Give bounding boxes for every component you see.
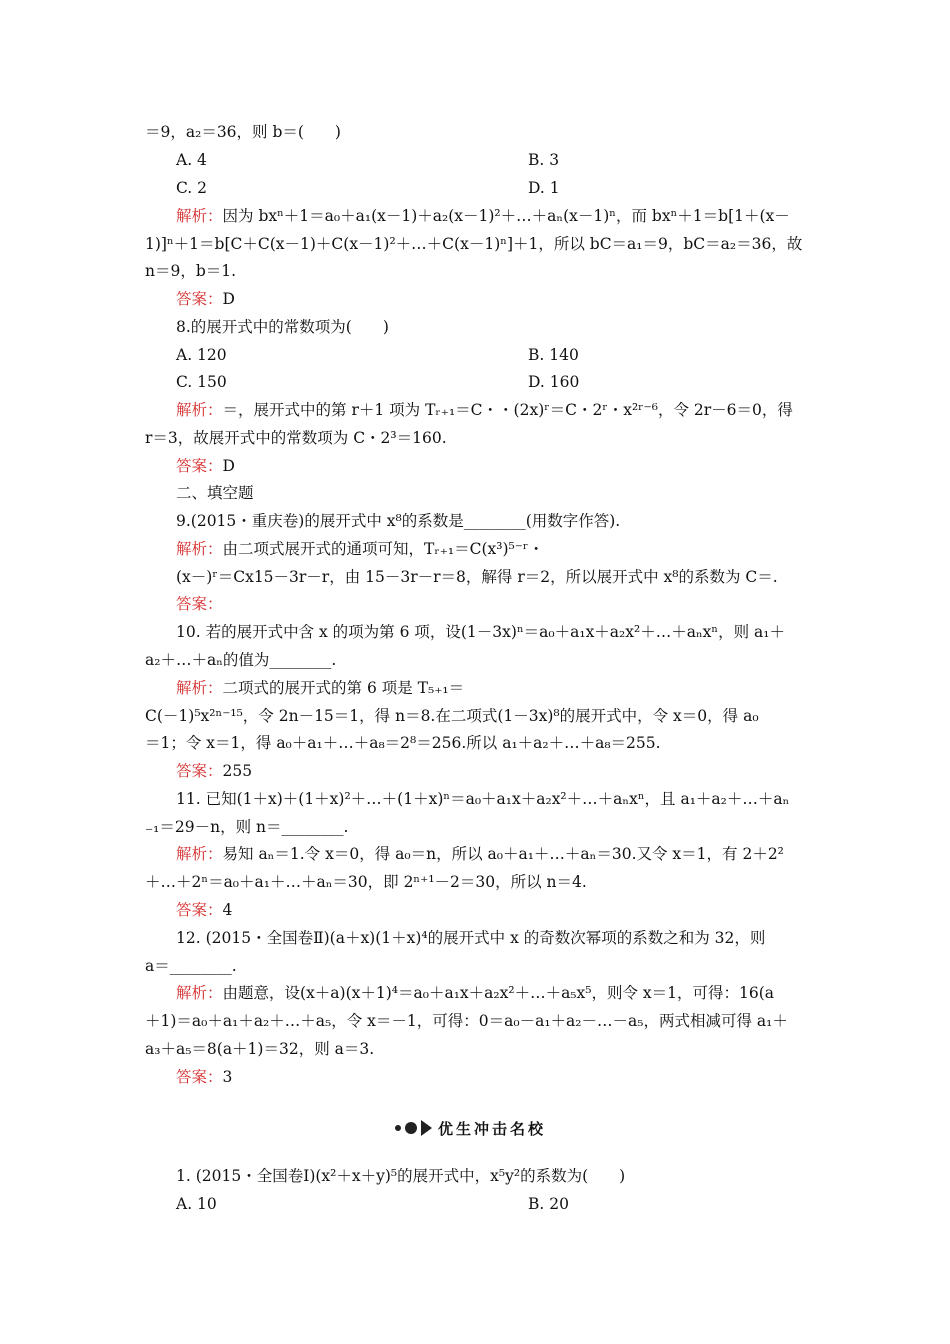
answer-label: 答案： <box>176 595 223 613</box>
q12-solution-line-1 <box>176 983 841 1003</box>
b1-option-b: B. 20 <box>528 1195 569 1213</box>
solution-text: 易知 aₙ＝1.令 x＝0，得 a₀＝n，所以 a₀＋a₁＋…＋aₙ＝30.又令 x＝1，有 2＋2² <box>222 845 784 863</box>
q8-option-a: A. 120 <box>176 346 227 364</box>
q7-option-b: B. 3 <box>528 151 560 169</box>
solution-text: ＝，展开式中的第 r＋1 项为 Tᵣ₊₁＝C・・(2x)ʳ＝C・2ʳ・x²ʳ⁻⁶，令 2r－6＝0，得 <box>222 401 793 419</box>
answer-label: 答案： <box>176 290 223 308</box>
q11-stem-line-2: ₋₁＝29－n，则 n＝________. <box>145 818 349 836</box>
answer-value: D <box>222 457 235 475</box>
solution-text: 二项式的展开式的第 6 项是 T₅₊₁＝ <box>222 679 465 697</box>
answer-value: D <box>222 290 235 308</box>
q12-stem-line-1: 12. (2015・全国卷Ⅱ)(a＋x)(1＋x)⁴的展开式中 x 的奇数次幂项的系数之和为 32，则 <box>176 929 766 947</box>
q8-solution-line-1 <box>176 400 841 420</box>
solution-label: 解析： <box>176 845 223 863</box>
answer-label: 答案： <box>176 457 223 475</box>
q10-solution-line-1 <box>176 678 841 698</box>
solution-label: 解析： <box>176 207 223 225</box>
solution-text: 由题意，设(x＋a)(x＋1)⁴＝a₀＋a₁x＋a₂x²＋…＋a₅x⁵，则令 x＝1，可得：16(a <box>222 984 775 1002</box>
q9-solution-line-1 <box>176 539 841 559</box>
q11-stem-line-1: 11. 已知(1＋x)＋(1＋x)²＋…＋(1＋x)ⁿ＝a₀＋a₁x＋a₂x²＋…＋aₙxⁿ，且 a₁＋a₂＋…＋aₙ <box>176 790 790 808</box>
answer-label: 答案： <box>176 1068 223 1086</box>
q7-answer <box>176 289 841 309</box>
q8-answer <box>176 456 841 476</box>
q11-solution-line-1 <box>176 844 841 864</box>
q8-stem: 8.的展开式中的常数项为( ) <box>176 318 389 336</box>
q7-option-c: C. 2 <box>176 179 208 197</box>
answer-label: 答案： <box>176 762 223 780</box>
q9-answer <box>176 594 841 614</box>
q7-solution-line-1 <box>176 206 841 226</box>
q9-stem: 9.(2015・重庆卷)的展开式中 x⁸的系数是________(用数字作答). <box>176 512 621 530</box>
q12-stem-line-2: a＝________. <box>145 957 237 975</box>
answer-label: 答案： <box>176 901 223 919</box>
q8-option-c: C. 150 <box>176 373 227 391</box>
solution-text: 由二项式展开式的通项可知，Tᵣ₊₁＝C(x³)⁵⁻ʳ・ <box>222 540 544 558</box>
answer-value: 4 <box>222 901 233 919</box>
answer-value: 255 <box>222 762 253 780</box>
section-banner <box>395 1117 546 1139</box>
b1-stem: 1. (2015・全国卷Ⅰ)(x²＋x＋y)⁵的展开式中，x⁵y²的系数为( ) <box>176 1167 626 1185</box>
q7-option-d: D. 1 <box>528 179 560 197</box>
q12-solution-line-2: ＋1)＝a₀＋a₁＋a₂＋…＋a₅，令 x＝－1，可得：0＝a₀－a₁＋a₂－…－a₅，两式相减可得 a₁＋ <box>145 1012 788 1030</box>
q7-solution-line-2: 1)]ⁿ＋1＝b[C＋C(x－1)＋C(x－1)²＋…＋C(x－1)ⁿ]＋1，所以 bC＝a₁＝9，bC＝a₂＝36，故 <box>145 235 803 253</box>
q10-solution-line-3: ＝1；令 x＝1，得 a₀＋a₁＋…＋a₈＝2⁸＝256.所以 a₁＋a₂＋…＋a₈＝255. <box>145 734 661 752</box>
answer-value: 3 <box>222 1068 233 1086</box>
q7-option-a: A. 4 <box>176 151 207 169</box>
q12-solution-line-3: a₃＋a₅＝8(a＋1)＝32，则 a＝3. <box>145 1040 375 1058</box>
q11-solution-line-2: ＋…＋2ⁿ＝a₀＋a₁＋…＋aₙ＝30，即 2ⁿ⁺¹－2＝30，所以 n＝4. <box>145 873 587 891</box>
q7-solution-line-3: n＝9，b＝1. <box>145 262 237 280</box>
banner-dot-small <box>395 1125 401 1131</box>
solution-label: 解析： <box>176 984 223 1002</box>
q10-answer <box>176 761 841 781</box>
solution-text: 因为 bxⁿ＋1＝a₀＋a₁(x－1)＋a₂(x－1)²＋…＋aₙ(x－1)ⁿ，而 bxⁿ＋1＝b[1＋(x－ <box>222 207 790 225</box>
q12-answer <box>176 1067 841 1087</box>
q7-continuation: ＝9，a₂＝36，则 b＝( ) <box>145 123 341 141</box>
q10-stem-line-2: a₂＋…＋aₙ的值为________. <box>145 651 337 669</box>
banner-dot-large <box>405 1122 417 1134</box>
q11-answer <box>176 900 841 920</box>
q8-option-b: B. 140 <box>528 346 579 364</box>
banner-title: 优生冲击名校 <box>438 1119 547 1138</box>
solution-label: 解析： <box>176 401 223 419</box>
q9-solution-line-2: (x－)ʳ＝Cx15－3r－r，由 15－3r－r＝8，解得 r＝2，所以展开式中 x⁸的系数为 C＝. <box>176 568 778 586</box>
banner-arrow-icon <box>421 1120 432 1136</box>
q8-solution-line-2: r＝3，故展开式中的常数项为 C・2³＝160. <box>145 429 447 447</box>
q8-option-d: D. 160 <box>528 373 580 391</box>
b1-option-a: A. 10 <box>176 1195 217 1213</box>
q10-solution-line-2: C(－1)⁵x²ⁿ⁻¹⁵，令 2n－15＝1，得 n＝8.在二项式(1－3x)⁸的展开式中，令 x＝0，得 a₀ <box>145 707 759 725</box>
q10-stem-line-1: 10. 若的展开式中含 x 的项为第 6 项，设(1－3x)ⁿ＝a₀＋a₁x＋a₂x²＋…＋aₙxⁿ，则 a₁＋ <box>176 623 785 641</box>
section-heading: 二、填空题 <box>176 484 254 502</box>
solution-label: 解析： <box>176 540 223 558</box>
solution-label: 解析： <box>176 679 223 697</box>
